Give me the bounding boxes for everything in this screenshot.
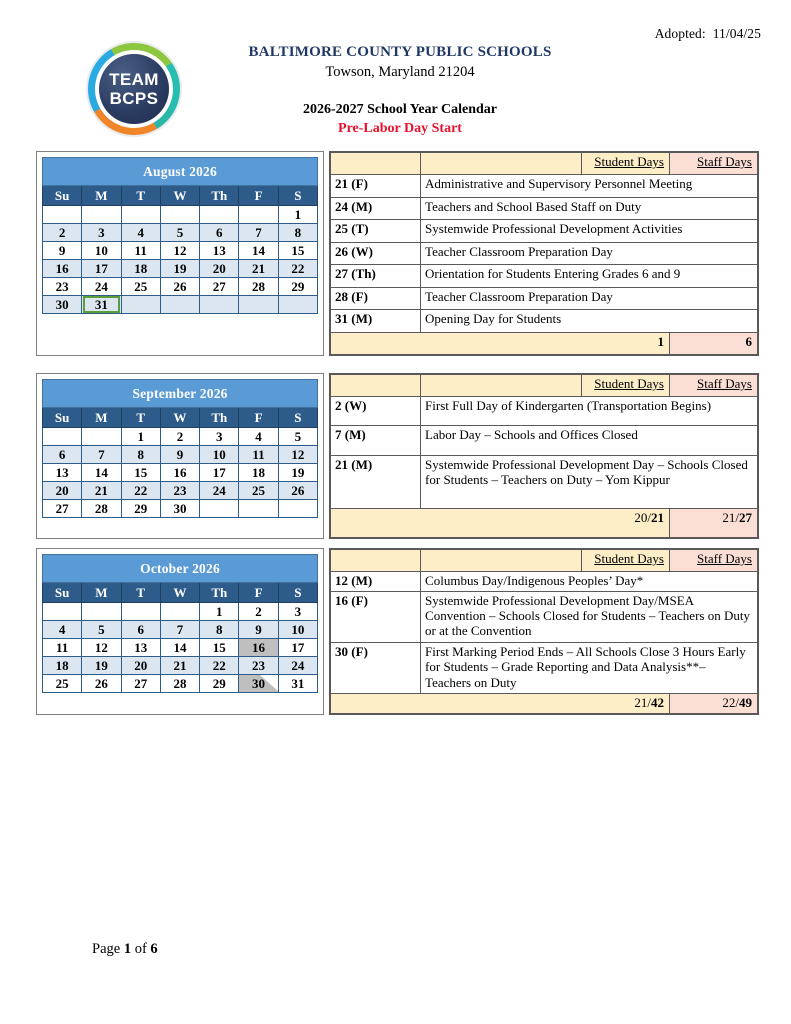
month-title-october-2026: October 2026 bbox=[43, 555, 318, 583]
event-description-august-2026-3: Teacher Classroom Preparation Day bbox=[421, 242, 758, 265]
day-cell-september-2026-10[interactable]: 10 bbox=[200, 446, 239, 464]
month-title-august-2026: August 2026 bbox=[43, 158, 318, 186]
day-cell-september-2026-5[interactable]: 5 bbox=[278, 428, 317, 446]
event-date-august-2026-1: 24 (M) bbox=[331, 197, 421, 220]
day-cell-september-2026-15[interactable]: 15 bbox=[121, 464, 160, 482]
student-days-header: Student Days bbox=[582, 550, 670, 572]
events-table-september-2026 bbox=[330, 374, 758, 538]
day-cell-october-2026-30[interactable]: 30 bbox=[239, 675, 278, 693]
dow-header-w: W bbox=[160, 408, 199, 428]
day-cell-october-2026-22[interactable]: 22 bbox=[200, 657, 239, 675]
day-cell-august-2026-25[interactable]: 25 bbox=[121, 278, 160, 296]
day-cell-empty bbox=[82, 428, 121, 446]
dow-header-m: M bbox=[82, 583, 121, 603]
events-panel-september-2026 bbox=[329, 373, 759, 539]
school-year-title: 2026-2027 School Year Calendar bbox=[302, 102, 498, 117]
events-header-spacer2 bbox=[421, 153, 582, 175]
day-cell-september-2026-17[interactable]: 17 bbox=[200, 464, 239, 482]
dow-header-t: T bbox=[121, 186, 160, 206]
events-header-spacer2 bbox=[421, 375, 582, 397]
day-cell-august-2026-8[interactable]: 8 bbox=[278, 224, 317, 242]
day-cell-empty bbox=[200, 206, 239, 224]
day-cell-empty bbox=[239, 500, 278, 518]
day-cell-september-2026-30[interactable]: 30 bbox=[160, 500, 199, 518]
dow-header-t: T bbox=[121, 408, 160, 428]
events-header-row bbox=[331, 375, 758, 397]
calendar-grid-august-2026 bbox=[42, 157, 318, 314]
day-cell-august-2026-22[interactable]: 22 bbox=[278, 260, 317, 278]
staff-days-total-september-2026: 21/27 bbox=[670, 508, 758, 537]
day-cell-august-2026-20[interactable]: 20 bbox=[200, 260, 239, 278]
day-cell-october-2026-8[interactable]: 8 bbox=[200, 621, 239, 639]
day-cell-september-2026-3[interactable]: 3 bbox=[200, 428, 239, 446]
student-days-total-october-2026: 21/42 bbox=[421, 694, 670, 714]
day-cell-september-2026-2[interactable]: 2 bbox=[160, 428, 199, 446]
event-description-october-2026-0: Columbus Day/Indigenous Peoples’ Day* bbox=[421, 572, 758, 592]
dow-header-th: Th bbox=[200, 583, 239, 603]
day-cell-august-2026-19[interactable]: 19 bbox=[160, 260, 199, 278]
day-cell-august-2026-1[interactable]: 1 bbox=[278, 206, 317, 224]
day-cell-october-2026-11[interactable]: 11 bbox=[43, 639, 82, 657]
day-cell-october-2026-3[interactable]: 3 bbox=[278, 603, 317, 621]
day-cell-october-2026-18[interactable]: 18 bbox=[43, 657, 82, 675]
city-line: Towson, Maryland 21204 bbox=[325, 64, 475, 80]
events-header-spacer bbox=[331, 550, 421, 572]
calendar-filler bbox=[42, 518, 318, 534]
event-row bbox=[331, 397, 758, 426]
day-cell-october-2026-14[interactable]: 14 bbox=[160, 639, 199, 657]
event-date-august-2026-6: 31 (M) bbox=[331, 310, 421, 333]
logo-text-team: TEAM bbox=[109, 70, 159, 89]
staff-days-header: Staff Days bbox=[670, 153, 758, 175]
day-cell-september-2026-7[interactable]: 7 bbox=[82, 446, 121, 464]
day-cell-october-2026-12[interactable]: 12 bbox=[82, 639, 121, 657]
start-type-subtitle: Pre-Labor Day Start bbox=[338, 121, 462, 136]
day-cell-october-2026-19[interactable]: 19 bbox=[82, 657, 121, 675]
dow-header-t: T bbox=[121, 583, 160, 603]
event-description-october-2026-2: First Marking Period Ends – All Schools Close 3 Hours Early for Students – Grade Reporting and Data Analysis**– Teachers on Duty bbox=[421, 642, 758, 693]
day-cell-september-2026-20[interactable]: 20 bbox=[43, 482, 82, 500]
event-date-october-2026-2: 30 (F) bbox=[331, 642, 421, 693]
day-cell-august-2026-2[interactable]: 2 bbox=[43, 224, 82, 242]
day-cell-august-2026-26[interactable]: 26 bbox=[160, 278, 199, 296]
day-cell-august-2026-31[interactable]: 31 bbox=[82, 296, 121, 314]
day-cell-september-2026-25[interactable]: 25 bbox=[239, 482, 278, 500]
event-description-august-2026-2: Systemwide Professional Development Activities bbox=[421, 220, 758, 243]
day-cell-august-2026-29[interactable]: 29 bbox=[278, 278, 317, 296]
footer-page-total: 6 bbox=[150, 941, 158, 957]
event-date-october-2026-0: 12 (M) bbox=[331, 572, 421, 592]
event-date-september-2026-0: 2 (W) bbox=[331, 397, 421, 426]
events-header-spacer bbox=[331, 153, 421, 175]
day-cell-october-2026-23[interactable]: 23 bbox=[239, 657, 278, 675]
logo-disc bbox=[99, 54, 169, 124]
day-cell-empty bbox=[200, 296, 239, 314]
day-cell-september-2026-21[interactable]: 21 bbox=[82, 482, 121, 500]
dow-header-w: W bbox=[160, 583, 199, 603]
event-row bbox=[331, 310, 758, 333]
day-cell-october-2026-29[interactable]: 29 bbox=[200, 675, 239, 693]
day-cell-empty bbox=[121, 206, 160, 224]
events-header-spacer2 bbox=[421, 550, 582, 572]
day-cell-september-2026-23[interactable]: 23 bbox=[160, 482, 199, 500]
day-cell-september-2026-6[interactable]: 6 bbox=[43, 446, 82, 464]
day-cell-august-2026-28[interactable]: 28 bbox=[239, 278, 278, 296]
calendar-grid-september-2026 bbox=[42, 379, 318, 518]
day-cell-september-2026-22[interactable]: 22 bbox=[121, 482, 160, 500]
event-row bbox=[331, 175, 758, 198]
day-cell-september-2026-4[interactable]: 4 bbox=[239, 428, 278, 446]
day-cell-august-2026-15[interactable]: 15 bbox=[278, 242, 317, 260]
day-cell-october-2026-28[interactable]: 28 bbox=[160, 675, 199, 693]
day-cell-september-2026-9[interactable]: 9 bbox=[160, 446, 199, 464]
dow-header-s: S bbox=[278, 408, 317, 428]
event-date-august-2026-5: 28 (F) bbox=[331, 287, 421, 310]
day-cell-august-2026-17[interactable]: 17 bbox=[82, 260, 121, 278]
dow-header-th: Th bbox=[200, 186, 239, 206]
day-cell-october-2026-10[interactable]: 10 bbox=[278, 621, 317, 639]
day-cell-september-2026-16[interactable]: 16 bbox=[160, 464, 199, 482]
day-cell-august-2026-27[interactable]: 27 bbox=[200, 278, 239, 296]
day-cell-august-2026-12[interactable]: 12 bbox=[160, 242, 199, 260]
day-cell-august-2026-18[interactable]: 18 bbox=[121, 260, 160, 278]
staff-days-header: Staff Days bbox=[670, 550, 758, 572]
events-header-row bbox=[331, 550, 758, 572]
day-cell-september-2026-28[interactable]: 28 bbox=[82, 500, 121, 518]
day-cell-october-2026-2[interactable]: 2 bbox=[239, 603, 278, 621]
dow-header-su: Su bbox=[43, 186, 82, 206]
event-row bbox=[331, 642, 758, 693]
day-cell-october-2026-21[interactable]: 21 bbox=[160, 657, 199, 675]
day-cell-september-2026-11[interactable]: 11 bbox=[239, 446, 278, 464]
day-cell-empty bbox=[82, 206, 121, 224]
calendar-panel-october-2026 bbox=[36, 548, 324, 715]
day-cell-september-2026-13[interactable]: 13 bbox=[43, 464, 82, 482]
event-date-september-2026-1: 7 (M) bbox=[331, 426, 421, 455]
day-cell-october-2026-31[interactable]: 31 bbox=[278, 675, 317, 693]
day-cell-october-2026-26[interactable]: 26 bbox=[82, 675, 121, 693]
event-description-august-2026-4: Orientation for Students Entering Grades 6 and 9 bbox=[421, 265, 758, 288]
day-cell-october-2026-9[interactable]: 9 bbox=[239, 621, 278, 639]
dow-header-su: Su bbox=[43, 408, 82, 428]
event-date-august-2026-0: 21 (F) bbox=[331, 175, 421, 198]
event-date-september-2026-2: 21 (M) bbox=[331, 455, 421, 508]
event-row bbox=[331, 220, 758, 243]
day-cell-october-2026-4[interactable]: 4 bbox=[43, 621, 82, 639]
event-description-september-2026-1: Labor Day – Schools and Offices Closed bbox=[421, 426, 758, 455]
page-footer bbox=[92, 941, 158, 958]
month-block-september bbox=[36, 373, 759, 539]
dow-header-f: F bbox=[239, 583, 278, 603]
event-description-august-2026-5: Teacher Classroom Preparation Day bbox=[421, 287, 758, 310]
day-cell-october-2026-15[interactable]: 15 bbox=[200, 639, 239, 657]
day-cell-august-2026-4[interactable]: 4 bbox=[121, 224, 160, 242]
day-cell-october-2026-16[interactable]: 16 bbox=[239, 639, 278, 657]
day-cell-october-2026-27[interactable]: 27 bbox=[121, 675, 160, 693]
day-cell-empty bbox=[200, 500, 239, 518]
month-block-august bbox=[36, 151, 759, 356]
day-cell-august-2026-9[interactable]: 9 bbox=[43, 242, 82, 260]
day-cell-august-2026-5[interactable]: 5 bbox=[160, 224, 199, 242]
event-row bbox=[331, 265, 758, 288]
totals-spacer bbox=[331, 694, 421, 714]
event-row bbox=[331, 572, 758, 592]
dow-header-f: F bbox=[239, 186, 278, 206]
day-cell-august-2026-30[interactable]: 30 bbox=[43, 296, 82, 314]
calendar-panel-september-2026 bbox=[36, 373, 324, 539]
totals-row bbox=[331, 508, 758, 537]
day-cell-october-2026-24[interactable]: 24 bbox=[278, 657, 317, 675]
event-date-october-2026-1: 16 (F) bbox=[331, 591, 421, 642]
day-cell-october-2026-17[interactable]: 17 bbox=[278, 639, 317, 657]
event-description-august-2026-1: Teachers and School Based Staff on Duty bbox=[421, 197, 758, 220]
day-cell-august-2026-13[interactable]: 13 bbox=[200, 242, 239, 260]
events-table-october-2026 bbox=[330, 549, 758, 714]
day-cell-august-2026-3[interactable]: 3 bbox=[82, 224, 121, 242]
day-cell-september-2026-8[interactable]: 8 bbox=[121, 446, 160, 464]
staff-days-total-october-2026: 22/49 bbox=[670, 694, 758, 714]
events-header-spacer bbox=[331, 375, 421, 397]
day-cell-september-2026-29[interactable]: 29 bbox=[121, 500, 160, 518]
day-cell-october-2026-25[interactable]: 25 bbox=[43, 675, 82, 693]
event-row bbox=[331, 197, 758, 220]
event-description-august-2026-0: Administrative and Supervisory Personnel Meeting bbox=[421, 175, 758, 198]
staff-days-header: Staff Days bbox=[670, 375, 758, 397]
event-description-september-2026-2: Systemwide Professional Development Day – Schools Closed for Students – Teachers on Duty – Yom Kippur bbox=[421, 455, 758, 508]
day-cell-august-2026-7[interactable]: 7 bbox=[239, 224, 278, 242]
totals-spacer bbox=[331, 332, 421, 355]
day-cell-empty bbox=[160, 296, 199, 314]
day-cell-september-2026-14[interactable]: 14 bbox=[82, 464, 121, 482]
day-cell-empty bbox=[82, 603, 121, 621]
adopted-date: Adopted: 11/04/25 bbox=[654, 26, 761, 41]
month-block-october bbox=[36, 548, 759, 715]
events-panel-august-2026 bbox=[329, 151, 759, 356]
student-days-total-september-2026: 20/21 bbox=[421, 508, 670, 537]
day-cell-september-2026-24[interactable]: 24 bbox=[200, 482, 239, 500]
day-cell-october-2026-5[interactable]: 5 bbox=[82, 621, 121, 639]
day-cell-august-2026-6[interactable]: 6 bbox=[200, 224, 239, 242]
day-cell-october-2026-1[interactable]: 1 bbox=[200, 603, 239, 621]
event-date-august-2026-3: 26 (W) bbox=[331, 242, 421, 265]
month-title-september-2026: September 2026 bbox=[43, 380, 318, 408]
day-cell-october-2026-13[interactable]: 13 bbox=[121, 639, 160, 657]
event-date-august-2026-2: 25 (T) bbox=[331, 220, 421, 243]
event-description-september-2026-0: First Full Day of Kindergarten (Transportation Begins) bbox=[421, 397, 758, 426]
event-row bbox=[331, 242, 758, 265]
day-cell-august-2026-11[interactable]: 11 bbox=[121, 242, 160, 260]
totals-row bbox=[331, 332, 758, 355]
dow-header-th: Th bbox=[200, 408, 239, 428]
day-cell-empty bbox=[43, 206, 82, 224]
day-cell-august-2026-10[interactable]: 10 bbox=[82, 242, 121, 260]
day-cell-empty bbox=[121, 603, 160, 621]
day-cell-september-2026-26[interactable]: 26 bbox=[278, 482, 317, 500]
staff-days-total-august-2026: 6 bbox=[670, 332, 758, 355]
day-cell-september-2026-19[interactable]: 19 bbox=[278, 464, 317, 482]
day-cell-september-2026-12[interactable]: 12 bbox=[278, 446, 317, 464]
day-cell-august-2026-21[interactable]: 21 bbox=[239, 260, 278, 278]
day-cell-empty bbox=[43, 603, 82, 621]
footer-prefix: Page bbox=[92, 941, 124, 957]
calendar-filler bbox=[42, 314, 318, 351]
dow-header-w: W bbox=[160, 186, 199, 206]
day-cell-empty bbox=[239, 296, 278, 314]
calendar-grid-october-2026 bbox=[42, 554, 318, 693]
day-cell-august-2026-24[interactable]: 24 bbox=[82, 278, 121, 296]
team-bcps-logo bbox=[86, 41, 182, 137]
event-date-august-2026-4: 27 (Th) bbox=[331, 265, 421, 288]
dow-header-m: M bbox=[82, 186, 121, 206]
calendar-filler bbox=[42, 693, 318, 710]
day-cell-october-2026-20[interactable]: 20 bbox=[121, 657, 160, 675]
day-cell-empty bbox=[278, 500, 317, 518]
day-cell-august-2026-23[interactable]: 23 bbox=[43, 278, 82, 296]
footer-middle: of bbox=[131, 941, 151, 957]
day-cell-empty bbox=[160, 603, 199, 621]
totals-row bbox=[331, 694, 758, 714]
student-days-total-august-2026: 1 bbox=[421, 332, 670, 355]
day-cell-september-2026-18[interactable]: 18 bbox=[239, 464, 278, 482]
event-row bbox=[331, 426, 758, 455]
event-description-august-2026-6: Opening Day for Students bbox=[421, 310, 758, 333]
event-description-october-2026-1: Systemwide Professional Development Day/MSEA Convention – Schools Closed for Students – Teachers on Duty or at the Convention bbox=[421, 591, 758, 642]
day-cell-october-2026-6[interactable]: 6 bbox=[121, 621, 160, 639]
event-row bbox=[331, 287, 758, 310]
day-cell-empty bbox=[160, 206, 199, 224]
day-cell-empty bbox=[121, 296, 160, 314]
calendar-panel-august-2026 bbox=[36, 151, 324, 356]
dow-header-su: Su bbox=[43, 583, 82, 603]
day-cell-empty bbox=[239, 206, 278, 224]
dow-header-s: S bbox=[278, 583, 317, 603]
organization-title: BALTIMORE COUNTY PUBLIC SCHOOLS bbox=[248, 44, 552, 60]
day-cell-october-2026-7[interactable]: 7 bbox=[160, 621, 199, 639]
day-cell-august-2026-14[interactable]: 14 bbox=[239, 242, 278, 260]
day-cell-empty bbox=[278, 296, 317, 314]
dow-header-s: S bbox=[278, 186, 317, 206]
day-cell-september-2026-27[interactable]: 27 bbox=[43, 500, 82, 518]
day-cell-empty bbox=[43, 428, 82, 446]
footer-page-number: 1 bbox=[123, 941, 132, 957]
event-row bbox=[331, 455, 758, 508]
day-cell-august-2026-16[interactable]: 16 bbox=[43, 260, 82, 278]
events-panel-october-2026 bbox=[329, 548, 759, 715]
event-row bbox=[331, 591, 758, 642]
logo-text-bcps: BCPS bbox=[109, 89, 159, 108]
dow-header-m: M bbox=[82, 408, 121, 428]
events-table-august-2026 bbox=[330, 152, 758, 355]
document-title-block bbox=[190, 44, 610, 137]
student-days-header: Student Days bbox=[582, 153, 670, 175]
events-header-row bbox=[331, 153, 758, 175]
day-cell-september-2026-1[interactable]: 1 bbox=[121, 428, 160, 446]
totals-spacer bbox=[331, 508, 421, 537]
student-days-header: Student Days bbox=[582, 375, 670, 397]
dow-header-f: F bbox=[239, 408, 278, 428]
